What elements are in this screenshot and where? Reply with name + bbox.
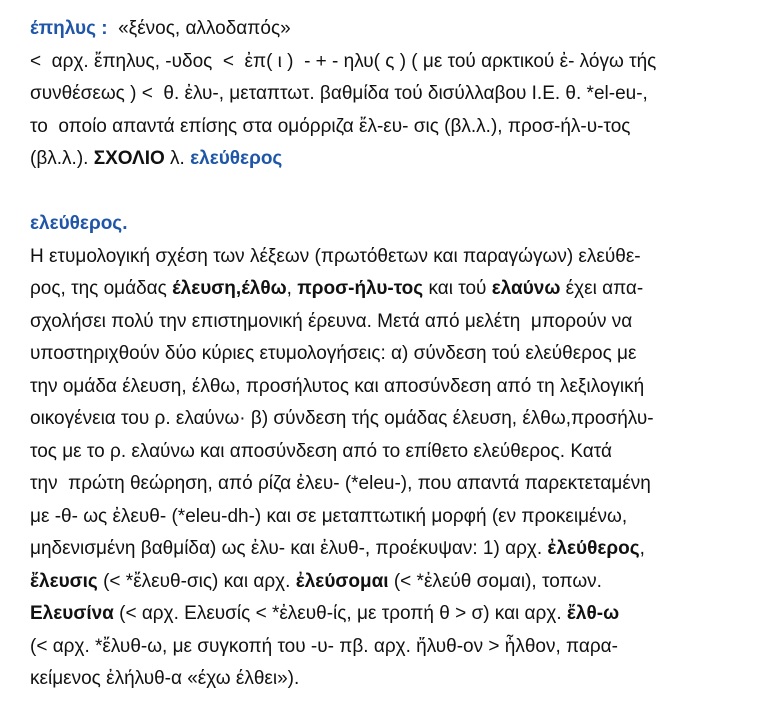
text-segment: ρος, της ομάδας [30,278,173,299]
text-line [30,338,775,371]
text-segment: (< *ἔλευθ-σις) και αρχ. [97,570,296,592]
text-line [30,403,775,436]
text-segment: (< αρχ. *ἔλυθ-ω, με συγκοπή του -υ- πβ. αρχ. ἤλυθ-ον > ἦλθον, παρα- [30,635,618,657]
text-segment: έχει απα- [560,278,644,299]
text-line [30,208,775,241]
text-line [30,78,775,111]
bold-term: έλευση,έλθω [172,278,287,299]
bold-term: ἔλευσις [30,570,98,592]
bold-term: ΣΧΟΛΙΟ [93,148,165,169]
text-line [30,371,775,404]
text-line [30,436,775,469]
paragraph-gap [30,176,775,209]
text-segment: κείμενος ἐλήλυθ-α «έχω έλθει»). [30,668,300,689]
text-segment: < αρχ. ἔπηλυς, -υδος < ἐπ( ι ) - + - ηλυ( ς ) ( με τού αρκτικού ἐ- λόγω τής [30,50,657,72]
text-segment: (βλ.λ.). [30,148,94,169]
text-segment: «ξένος, αλλοδαπός» [107,18,291,39]
text-segment: , [286,278,298,299]
bold-term: Ελευσίνα [30,603,114,624]
bold-term: ἐλεύσομαι [295,570,389,592]
text-line [30,13,775,46]
entry-eleftheros [30,208,775,696]
entry-epilys [30,13,775,176]
text-segment: την ομάδα έλευση, έλθω, προσήλυτος και αποσύνδεση από τη λεξιλογική [30,375,645,397]
text-line [30,306,775,339]
text-segment: (< *ἐλεύθ σομαι), τοπων. [388,570,602,592]
bold-term: ἔλθ-ω [566,603,620,624]
cross-reference: ελεύθερος [190,148,283,169]
text-line [30,241,775,274]
text-segment: υποστηριχθούν δύο κύριες ετυμολογήσεις: α) σύνδεση τού ελεύθερος με [30,343,637,364]
text-line [30,533,775,566]
text-line [30,566,775,599]
text-line [30,663,775,696]
text-segment: , [639,538,645,559]
text-line [30,468,775,501]
text-segment: το οποίο απαντά επίσης στα ομόρριζα ἔλ-ευ- σις (βλ.λ.), προσ-ήλ-υ-τος [30,115,631,137]
text-segment: με -θ- ως ἐλευθ- (*eleu-dh-) και σε μεταπτωτική μορφή (εν προκειμένω, [30,505,628,527]
text-line [30,111,775,144]
text-segment: την πρώτη θεώρηση, από ρίζα ἐλευ- (*eleu-), που απαντά παρεκτεταμένη [30,473,651,494]
text-segment: και τού [423,278,492,299]
bold-term: ελαύνω [491,278,561,299]
text-segment: λ. [164,148,191,169]
document-body [30,13,775,696]
text-segment: μηδενισμένη βαθμίδα) ως ἐλυ- και ἐλυθ-, προέκυψαν: 1) αρχ. [30,538,548,559]
text-segment: (< αρχ. Ελευσίς < *ἐλευθ-ίς, με τροπή θ > σ) και αρχ. [113,603,567,624]
text-segment: τος με το ρ. ελαύνω και αποσύνδεση από το επίθετο ελεύθερος. Κατά [30,440,612,462]
text-segment: σχολήσει πολύ την επιστημονική έρευνα. Μετά από μελέτη μπορούν να [30,310,633,332]
text-line [30,501,775,534]
bold-term: ἐλεύθερος [547,538,640,559]
bold-term: προσ-ήλυ-τος [297,278,424,299]
text-line [30,46,775,79]
entry-headword: έπηλυς : [30,18,108,39]
text-line [30,631,775,664]
entry-headword: ελεύθερος. [30,213,128,234]
text-segment: συνθέσεως ) < θ. ἐλυ-, μεταπτωτ. βαθμίδα τού δισύλλαβου Ι.Ε. θ. *el-eu-, [30,83,648,104]
text-line [30,273,775,306]
text-line [30,143,775,176]
text-line [30,598,775,631]
text-segment: Η ετυμολογική σχέση των λέξεων (πρωτόθετων και παραγώγων) ελεύθε- [30,245,641,267]
text-segment: οικογένεια του ρ. ελαύνω· β) σύνδεση τής ομάδας έλευση, έλθω,προσήλυ- [30,408,654,429]
